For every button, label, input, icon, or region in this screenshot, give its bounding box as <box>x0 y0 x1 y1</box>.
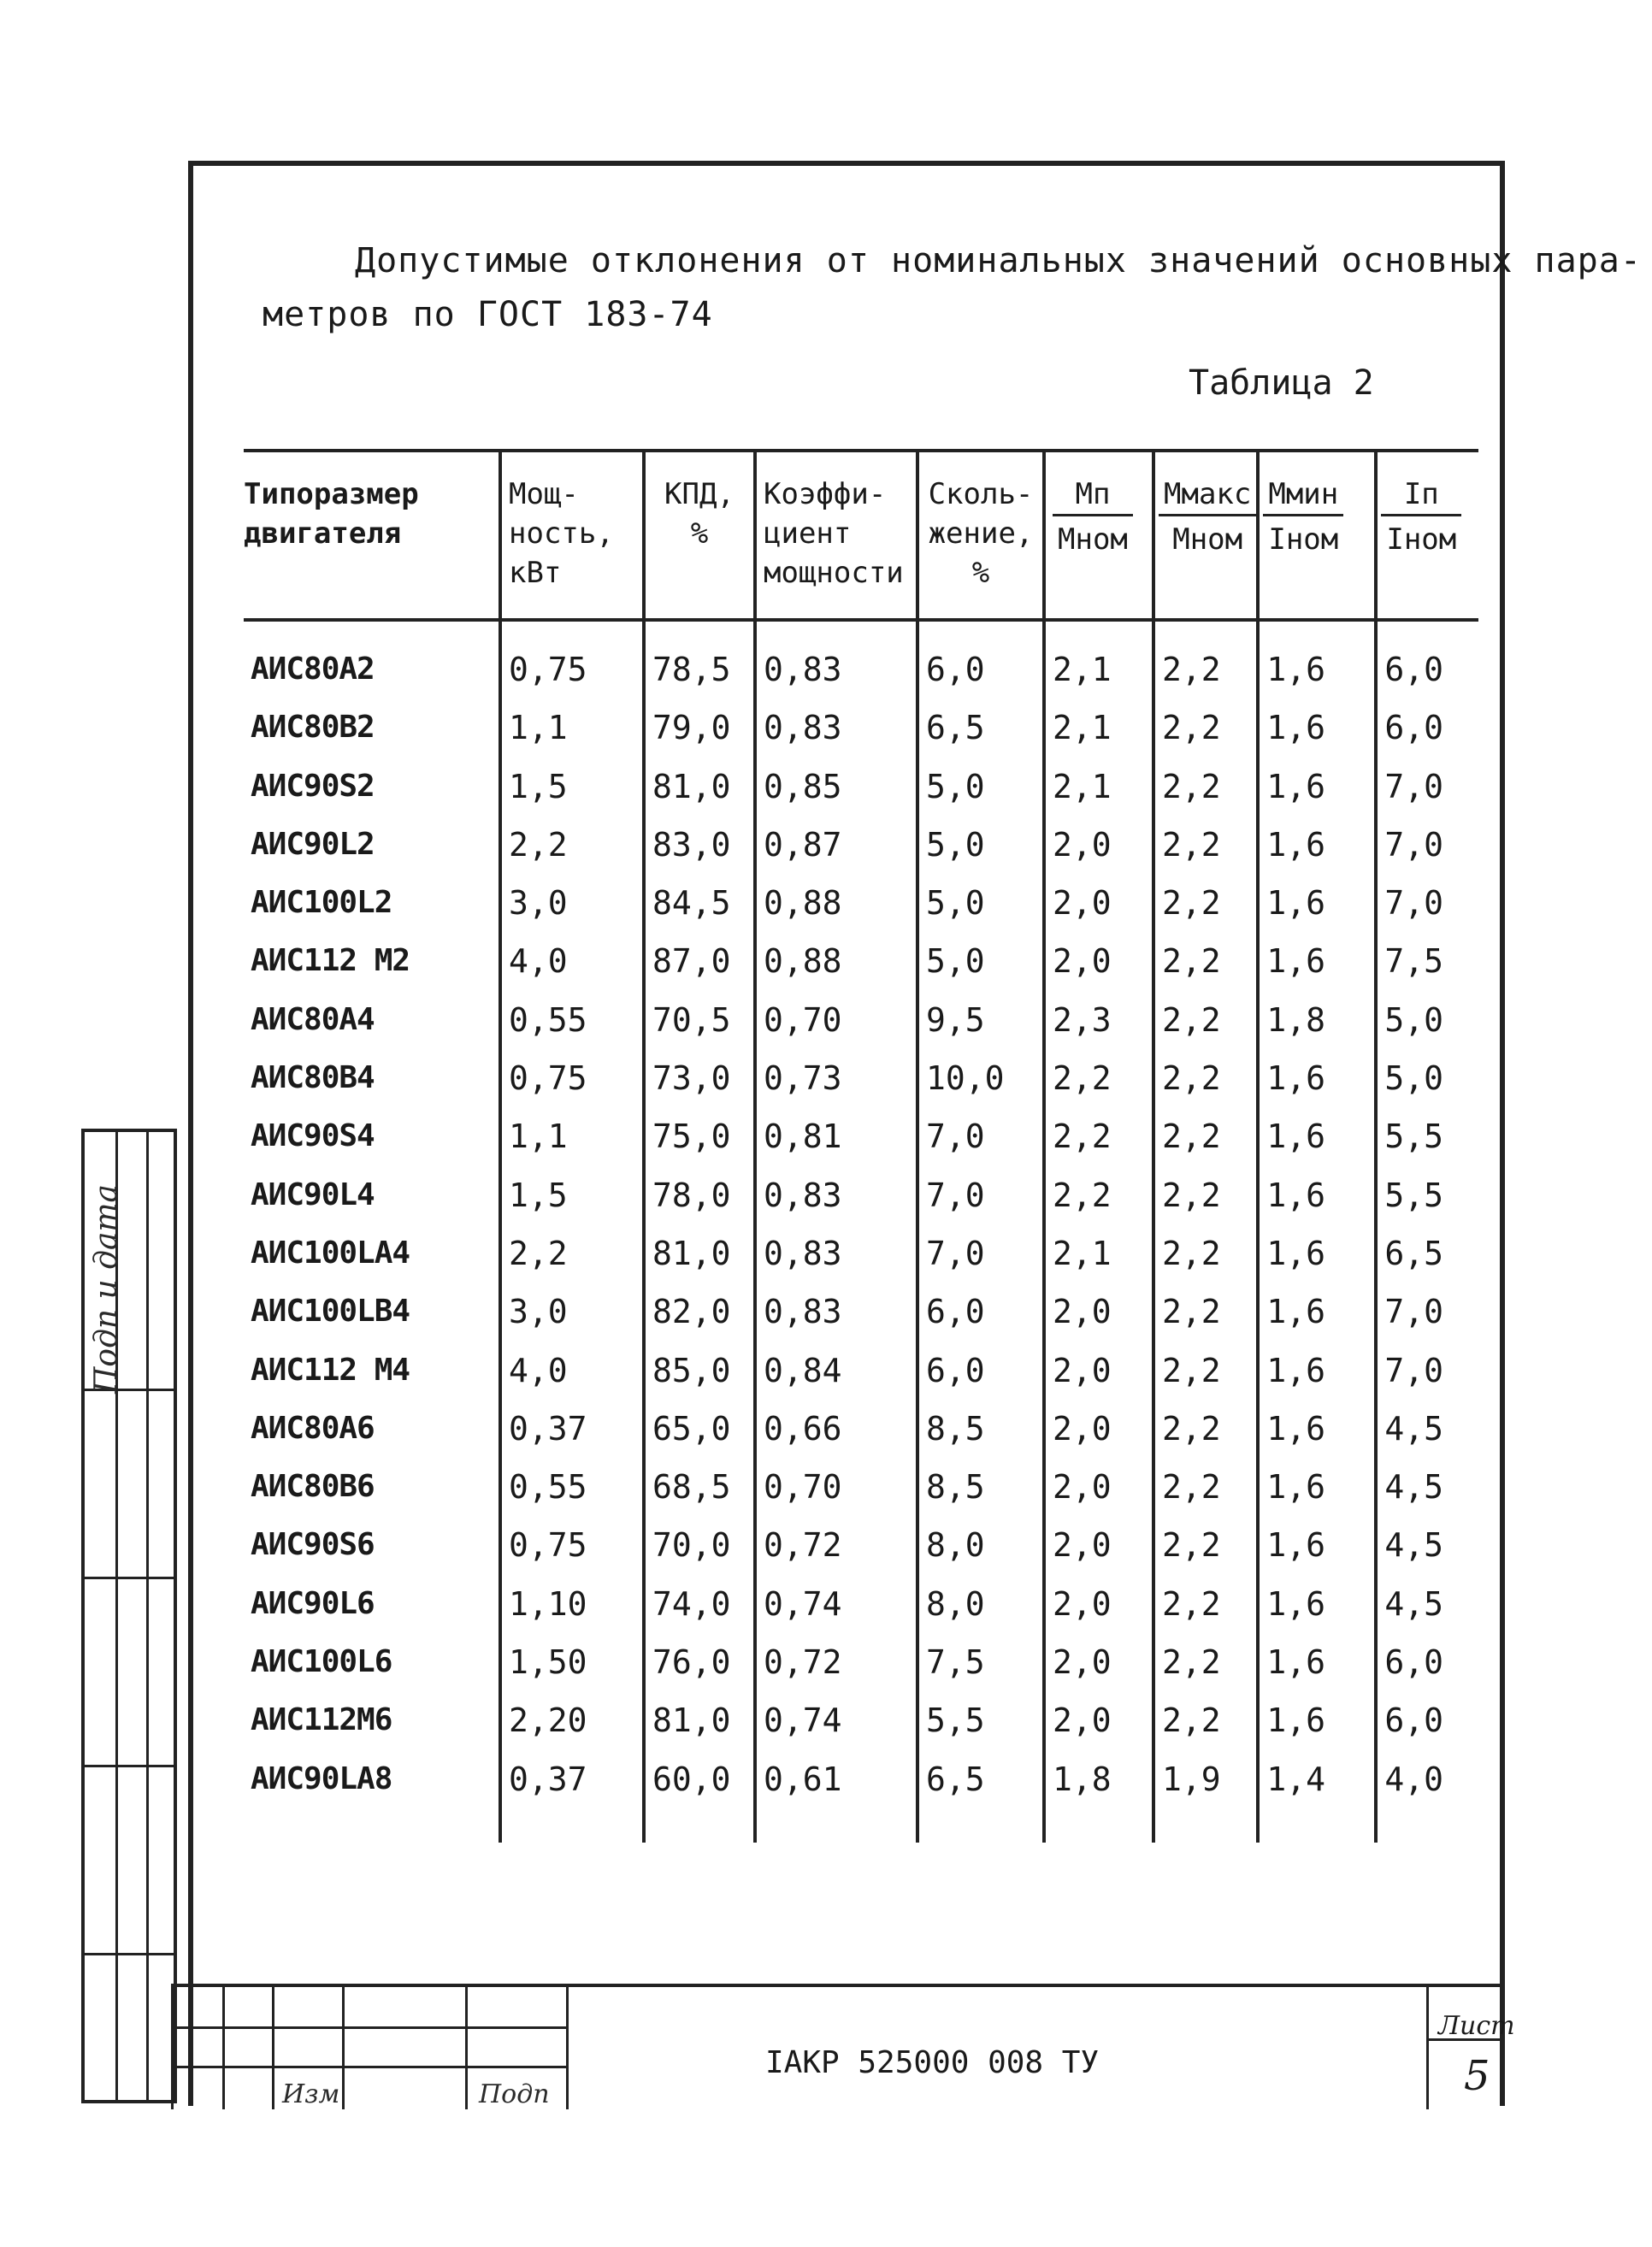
value-cell: 81,0 <box>644 1224 755 1283</box>
value-cell: 1,6 <box>1258 1342 1376 1400</box>
value-cell: 1,6 <box>1258 1575 1376 1633</box>
value-cell: 2,20 <box>500 1691 644 1749</box>
value-cell: 2,1 <box>1044 699 1153 757</box>
value-cell: 7,0 <box>1376 816 1478 874</box>
value-cell: 2,0 <box>1044 1400 1153 1458</box>
value-cell: 2,2 <box>1153 874 1258 932</box>
value-cell: 1,50 <box>500 1633 644 1691</box>
table-row <box>244 874 1478 932</box>
table-row <box>244 1166 1478 1224</box>
value-cell: 2,1 <box>1044 620 1153 699</box>
value-cell: 84,5 <box>644 874 755 932</box>
value-cell: 4,5 <box>1376 1400 1478 1458</box>
value-cell: 65,0 <box>644 1400 755 1458</box>
value-cell: 2,2 <box>1153 1107 1258 1165</box>
table-row <box>244 1400 1478 1458</box>
value-cell: 6,5 <box>917 1750 1044 1843</box>
table-row <box>244 1224 1478 1283</box>
motor-type-cell: АИС80В4 <box>251 1060 375 1096</box>
value-cell: 2,0 <box>1044 1633 1153 1691</box>
value-cell: 5,5 <box>1376 1166 1478 1224</box>
value-cell: 5,5 <box>1376 1107 1478 1165</box>
value-cell: 2,2 <box>1153 932 1258 990</box>
value-cell: 0,83 <box>755 1166 917 1224</box>
value-cell: 4,5 <box>1376 1575 1478 1633</box>
value-cell: 0,81 <box>755 1107 917 1165</box>
header-slip: Сколь- жение, % <box>917 451 1044 620</box>
value-cell: 0,83 <box>755 620 917 699</box>
value-cell: 6,0 <box>1376 699 1478 757</box>
value-cell: 8,5 <box>917 1458 1044 1516</box>
motor-type-cell: АИС80А2 <box>251 652 375 687</box>
value-cell: 1,6 <box>1258 620 1376 699</box>
value-cell: 1,4 <box>1258 1750 1376 1843</box>
value-cell: 2,0 <box>1044 932 1153 990</box>
motor-type-cell: АИС100L2 <box>251 885 392 921</box>
value-cell: 4,5 <box>1376 1458 1478 1516</box>
value-cell: 2,2 <box>1153 1691 1258 1749</box>
motor-type-cell: АИС90S6 <box>251 1527 375 1563</box>
value-cell: 0,87 <box>755 816 917 874</box>
motor-type-cell: АИС90L2 <box>251 826 375 862</box>
value-cell: 8,0 <box>917 1516 1044 1574</box>
value-cell: 0,88 <box>755 932 917 990</box>
value-cell: 2,2 <box>1044 1049 1153 1107</box>
value-cell: 75,0 <box>644 1107 755 1165</box>
value-cell: 74,0 <box>644 1575 755 1633</box>
table-row <box>244 932 1478 990</box>
header-min-torque: $\frac{\text{Ммин}}{\text{Iном}}$ <box>1258 451 1376 620</box>
table-row <box>244 1107 1478 1165</box>
value-cell: 0,72 <box>755 1516 917 1574</box>
value-cell: 0,37 <box>500 1400 644 1458</box>
value-cell: 2,0 <box>1044 816 1153 874</box>
table-row <box>244 1691 1478 1749</box>
value-cell: 7,0 <box>1376 1283 1478 1341</box>
value-cell: 0,83 <box>755 699 917 757</box>
value-cell: 1,6 <box>1258 758 1376 816</box>
table-row <box>244 1458 1478 1516</box>
value-cell: 1,6 <box>1258 1691 1376 1749</box>
value-cell: 7,0 <box>1376 1342 1478 1400</box>
value-cell: 2,2 <box>1153 816 1258 874</box>
value-cell: 82,0 <box>644 1283 755 1341</box>
value-cell: 81,0 <box>644 758 755 816</box>
value-cell: 1,6 <box>1258 816 1376 874</box>
value-cell: 1,5 <box>500 758 644 816</box>
motor-type-cell: АИС100LВ4 <box>251 1294 410 1330</box>
value-cell: 2,0 <box>1044 1691 1153 1749</box>
value-cell: 0,84 <box>755 1342 917 1400</box>
value-cell: 2,2 <box>1153 758 1258 816</box>
value-cell: 7,5 <box>1376 932 1478 990</box>
value-cell: 7,0 <box>917 1224 1044 1283</box>
table-row <box>244 1750 1478 1843</box>
value-cell: 1,8 <box>1044 1750 1153 1843</box>
value-cell: 83,0 <box>644 816 755 874</box>
header-start-current: $\frac{Iп}{\text{Iном}}$ <box>1376 451 1478 620</box>
heading-line-2: метров по ГОСТ 183-74 <box>263 295 713 334</box>
value-cell: 2,0 <box>1044 1283 1153 1341</box>
value-cell: 79,0 <box>644 699 755 757</box>
value-cell: 6,0 <box>1376 1691 1478 1749</box>
header-start-torque: $\frac{Мп}{\text{Мном}}$ <box>1044 451 1153 620</box>
table-row <box>244 699 1478 757</box>
value-cell: 1,10 <box>500 1575 644 1633</box>
value-cell: 4,5 <box>1376 1516 1478 1574</box>
value-cell: 60,0 <box>644 1750 755 1843</box>
value-cell: 8,0 <box>917 1575 1044 1633</box>
value-cell: 78,0 <box>644 1166 755 1224</box>
motor-type-cell: АИС112 М2 <box>251 943 410 979</box>
value-cell: 8,5 <box>917 1400 1044 1458</box>
sheet-number: 5 <box>1464 2052 1490 2100</box>
value-cell: 0,83 <box>755 1283 917 1341</box>
value-cell: 0,72 <box>755 1633 917 1691</box>
value-cell: 0,70 <box>755 991 917 1049</box>
motor-type-cell: АИС80А4 <box>251 1001 375 1037</box>
table-row <box>244 1633 1478 1691</box>
value-cell: 87,0 <box>644 932 755 990</box>
deviation-table <box>244 449 1478 1843</box>
value-cell: 1,5 <box>500 1166 644 1224</box>
table-row <box>244 1283 1478 1341</box>
value-cell: 2,2 <box>1153 1575 1258 1633</box>
motor-type-cell: АИС112 М4 <box>251 1352 410 1388</box>
change-mark: Изм <box>282 2079 340 2109</box>
value-cell: 2,0 <box>1044 1575 1153 1633</box>
value-cell: 2,2 <box>1153 1166 1258 1224</box>
value-cell: 0,75 <box>500 620 644 699</box>
value-cell: 2,0 <box>1044 874 1153 932</box>
sheet-label: Лист <box>1438 2011 1515 2041</box>
value-cell: 7,0 <box>1376 758 1478 816</box>
table-label: Таблица 2 <box>1189 363 1374 403</box>
value-cell: 0,37 <box>500 1750 644 1843</box>
value-cell: 2,2 <box>1153 1633 1258 1691</box>
value-cell: 2,2 <box>1153 1516 1258 1574</box>
value-cell: 2,2 <box>1153 699 1258 757</box>
value-cell: 0,74 <box>755 1691 917 1749</box>
value-cell: 1,6 <box>1258 1516 1376 1574</box>
value-cell: 6,0 <box>917 1283 1044 1341</box>
table-row <box>244 1049 1478 1107</box>
value-cell: 70,0 <box>644 1516 755 1574</box>
value-cell: 3,0 <box>500 874 644 932</box>
value-cell: 2,2 <box>1153 1283 1258 1341</box>
document-number: ІАКР 525000 008 ТУ <box>765 2045 1100 2080</box>
value-cell: 2,2 <box>1153 1400 1258 1458</box>
value-cell: 0,70 <box>755 1458 917 1516</box>
heading-line-1: Допустимые отклонения от номинальных значений основных пара- <box>355 241 1642 280</box>
value-cell: 0,55 <box>500 1458 644 1516</box>
value-cell: 68,5 <box>644 1458 755 1516</box>
signature-mark: Подп <box>479 2079 550 2109</box>
value-cell: 0,73 <box>755 1049 917 1107</box>
value-cell: 1,1 <box>500 1107 644 1165</box>
value-cell: 76,0 <box>644 1633 755 1691</box>
header-type: Типоразмер двигателя <box>244 451 500 620</box>
value-cell: 1,6 <box>1258 1283 1376 1341</box>
value-cell: 6,0 <box>917 1342 1044 1400</box>
header-max-torque: $\frac{\text{Ммакс}}{\text{Мном}}$ <box>1153 451 1258 620</box>
value-cell: 5,5 <box>917 1691 1044 1749</box>
value-cell: 1,6 <box>1258 1049 1376 1107</box>
motor-type-cell: АИС80А6 <box>251 1410 375 1446</box>
value-cell: 81,0 <box>644 1691 755 1749</box>
value-cell: 2,2 <box>1153 1458 1258 1516</box>
header-power: Мощ- ность, кВт <box>500 451 644 620</box>
value-cell: 7,0 <box>917 1166 1044 1224</box>
value-cell: 6,0 <box>1376 1633 1478 1691</box>
value-cell: 0,85 <box>755 758 917 816</box>
value-cell: 78,5 <box>644 620 755 699</box>
value-cell: 2,2 <box>500 816 644 874</box>
value-cell: 4,0 <box>500 932 644 990</box>
table-row <box>244 758 1478 816</box>
value-cell: 2,1 <box>1044 758 1153 816</box>
table-row <box>244 1516 1478 1574</box>
value-cell: 4,0 <box>500 1342 644 1400</box>
table-row <box>244 991 1478 1049</box>
value-cell: 1,8 <box>1258 991 1376 1049</box>
value-cell: 5,0 <box>917 932 1044 990</box>
value-cell: 2,0 <box>1044 1516 1153 1574</box>
value-cell: 1,6 <box>1258 874 1376 932</box>
value-cell: 5,0 <box>1376 991 1478 1049</box>
value-cell: 2,1 <box>1044 1224 1153 1283</box>
motor-type-cell: АИС90L4 <box>251 1177 375 1212</box>
motor-type-cell: АИС90L6 <box>251 1585 375 1621</box>
value-cell: 6,5 <box>917 699 1044 757</box>
value-cell: 7,5 <box>917 1633 1044 1691</box>
value-cell: 0,75 <box>500 1049 644 1107</box>
value-cell: 7,0 <box>1376 874 1478 932</box>
value-cell: 0,74 <box>755 1575 917 1633</box>
table-row <box>244 816 1478 874</box>
value-cell: 6,0 <box>1376 620 1478 699</box>
value-cell: 0,66 <box>755 1400 917 1458</box>
motor-type-cell: АИС100LA4 <box>251 1235 410 1271</box>
value-cell: 10,0 <box>917 1049 1044 1107</box>
value-cell: 1,6 <box>1258 699 1376 757</box>
value-cell: 5,0 <box>917 874 1044 932</box>
value-cell: 2,2 <box>1153 1049 1258 1107</box>
value-cell: 9,5 <box>917 991 1044 1049</box>
value-cell: 2,2 <box>1153 1224 1258 1283</box>
sidebar-note: Подп и дата <box>89 1183 124 1394</box>
value-cell: 2,0 <box>1044 1342 1153 1400</box>
value-cell: 1,6 <box>1258 1166 1376 1224</box>
motor-type-cell: АИС90LA8 <box>251 1760 392 1796</box>
value-cell: 0,61 <box>755 1750 917 1843</box>
value-cell: 1,6 <box>1258 1400 1376 1458</box>
value-cell: 1,6 <box>1258 1458 1376 1516</box>
motor-type-cell: АИС90S4 <box>251 1118 375 1154</box>
value-cell: 73,0 <box>644 1049 755 1107</box>
value-cell: 1,9 <box>1153 1750 1258 1843</box>
value-cell: 2,2 <box>500 1224 644 1283</box>
value-cell: 2,2 <box>1153 991 1258 1049</box>
table-row <box>244 620 1478 699</box>
motor-type-cell: АИС112М6 <box>251 1702 392 1738</box>
value-cell: 7,0 <box>917 1107 1044 1165</box>
value-cell: 0,83 <box>755 1224 917 1283</box>
value-cell: 2,2 <box>1044 1107 1153 1165</box>
value-cell: 6,0 <box>917 620 1044 699</box>
value-cell: 2,3 <box>1044 991 1153 1049</box>
table-header-row <box>244 451 1478 620</box>
value-cell: 1,6 <box>1258 1107 1376 1165</box>
value-cell: 5,0 <box>917 816 1044 874</box>
table-row <box>244 1575 1478 1633</box>
value-cell: 1,6 <box>1258 1224 1376 1283</box>
header-efficiency: КПД, % <box>644 451 755 620</box>
header-power-factor: Коэффи- циент мощности <box>755 451 917 620</box>
value-cell: 0,88 <box>755 874 917 932</box>
value-cell: 2,0 <box>1044 1458 1153 1516</box>
value-cell: 70,5 <box>644 991 755 1049</box>
value-cell: 6,5 <box>1376 1224 1478 1283</box>
value-cell: 1,6 <box>1258 932 1376 990</box>
value-cell: 0,75 <box>500 1516 644 1574</box>
value-cell: 5,0 <box>1376 1049 1478 1107</box>
motor-type-cell: АИС80В2 <box>251 710 375 746</box>
value-cell: 4,0 <box>1376 1750 1478 1843</box>
value-cell: 2,2 <box>1044 1166 1153 1224</box>
value-cell: 1,1 <box>500 699 644 757</box>
table-row <box>244 1342 1478 1400</box>
motor-type-cell: АИС100L6 <box>251 1644 392 1680</box>
value-cell: 5,0 <box>917 758 1044 816</box>
value-cell: 3,0 <box>500 1283 644 1341</box>
value-cell: 0,55 <box>500 991 644 1049</box>
motor-type-cell: АИС80В6 <box>251 1469 375 1505</box>
motor-type-cell: АИС90S2 <box>251 768 375 804</box>
value-cell: 1,6 <box>1258 1633 1376 1691</box>
value-cell: 2,2 <box>1153 620 1258 699</box>
value-cell: 2,2 <box>1153 1342 1258 1400</box>
value-cell: 85,0 <box>644 1342 755 1400</box>
